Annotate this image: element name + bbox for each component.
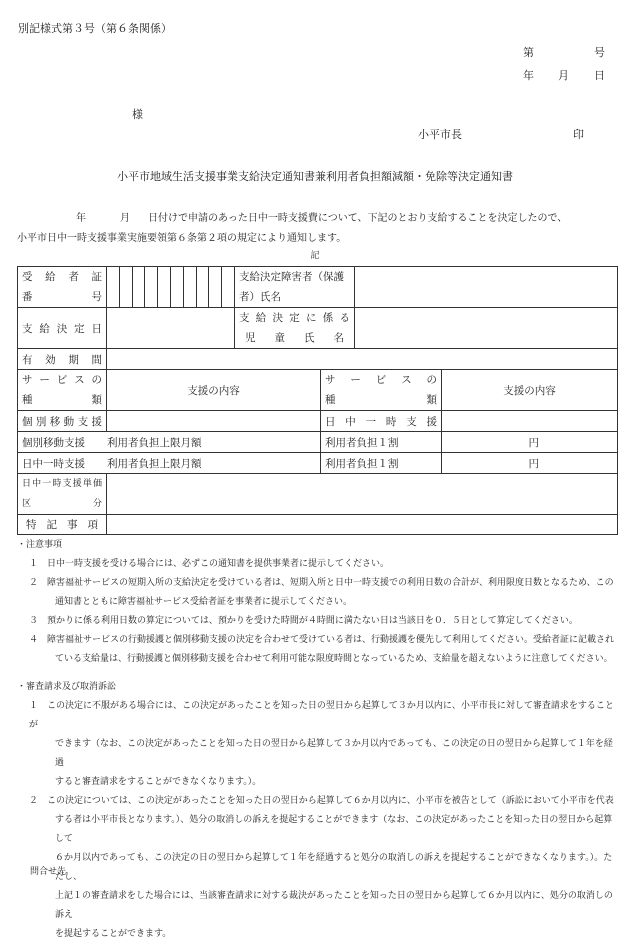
remarks-label (18, 515, 107, 535)
label-char: 支 (77, 415, 89, 428)
recipient-number-label (18, 267, 107, 308)
label-char: 給 (45, 271, 56, 283)
label-char: 移 (49, 415, 61, 428)
daytime-limit-sub: 利用者負担上限月額 (107, 457, 202, 470)
label-char: ビ (56, 374, 68, 386)
label-char: 番 (22, 291, 33, 303)
label-char: 日 (91, 322, 102, 335)
label-char: 児 (245, 332, 256, 344)
body-line1: 日付けで申請のあった日中一時支援費について、下記のとおり支給することを決定したので、 (148, 213, 568, 224)
body-month: 月 (120, 213, 130, 224)
label-char: の (91, 374, 102, 386)
appeal-item: ２ この決定については、この決定があったことを知った日の翌日から起算して６か月以内に、小平市を被告として（訴訟において小平市を代表 (29, 796, 614, 806)
label-char: 効 (45, 353, 56, 366)
daytime-yen: 円 (442, 453, 618, 474)
label-char: 一 (365, 415, 377, 428)
label-char: 特 (26, 519, 37, 531)
label-char: ス (401, 374, 412, 386)
form-number: 別記様式第３号（第６条関係） (18, 22, 172, 35)
label-char: 単 (82, 479, 92, 489)
note-item: ４ 障害福祉サービスの行動援護と個別移動支援の決定を合わせて受けている者は、行動援護を優先して利用してください。受給者証に記載され (29, 635, 615, 645)
label-char: 類 (91, 394, 102, 406)
daytime-limit-label (18, 453, 321, 474)
unit-price-value[interactable] (107, 474, 618, 515)
note-item: ている支給量は、行動援護と個別移動支援を合わせて利用可能な限度時間となっているため、支給量を超えないように注意してください。 (55, 654, 613, 664)
mobility-support-label (18, 411, 107, 432)
valid-period-label (18, 349, 107, 370)
support-content-header-right: 支援の内容 (442, 370, 618, 411)
label-char: の (426, 374, 437, 386)
valid-period-value[interactable] (107, 349, 618, 370)
support-content-header-left: 支援の内容 (107, 370, 321, 411)
person-name-label (235, 267, 355, 308)
label-char: ー (350, 374, 361, 386)
label-char: 時 (52, 479, 62, 489)
label-char: 支 (239, 312, 250, 324)
label-char: 童 (274, 332, 285, 344)
person-label-line1: 支給決定障害者（保護 (239, 271, 344, 283)
daytime-burden-rate: 利用者負担１割 (321, 453, 442, 474)
label-char: 中 (345, 415, 356, 428)
label-char: 動 (63, 415, 75, 428)
body-line2: 小平市日中一時支援事業実施要領第６条第２項の規定により通知します。 (17, 233, 347, 244)
issuer-seal: 印 (573, 128, 584, 141)
label-char: 氏 (304, 332, 315, 344)
child-name-label (235, 308, 355, 349)
label-char: 証 (91, 271, 102, 283)
label-char: 間 (91, 353, 102, 366)
appeal-item: する者は小平市長となります。）、処分の取消しの訴えを提起することができます（なお、この決定があったことを知った日の翌日から起算して (55, 815, 613, 844)
mobility-limit-title: 個別移動支援 (22, 436, 85, 449)
label-char: 受 (22, 271, 33, 283)
label-char: 援 (91, 415, 102, 428)
label-char: 支 (22, 322, 33, 335)
recipient-number-boxes[interactable] (107, 267, 235, 308)
decision-date-label (18, 308, 107, 349)
notes-section (17, 536, 617, 669)
label-char: 項 (87, 519, 98, 531)
label-char: る (339, 312, 350, 324)
label-char: 中 (32, 479, 42, 489)
label-char: 期 (68, 353, 79, 366)
label-char: 有 (22, 353, 33, 366)
note-item: ３ 預かりに係る利用日数の算定については、預かりを受けた時間が４時間に満たない日は当該日を０．５日として算定してください。 (29, 616, 578, 626)
appeal-item: すると審査請求をすることができなくなります。）。 (55, 777, 262, 787)
contact-label: 問合せ先 (30, 867, 67, 877)
label-char: 定 (74, 322, 85, 335)
number-suffix: 号 (594, 46, 605, 59)
label-char: 一 (42, 479, 52, 489)
number-prefix: 第 (523, 46, 534, 59)
mobility-yen: 円 (442, 432, 618, 453)
label-char: 援 (72, 479, 82, 489)
document-title: 小平市地域生活支援事業支給決定通知書兼利用者負担額減額・免除等決定通知書 (117, 170, 513, 183)
appeal-heading: ・審査請求及び取消訴訟 (17, 682, 117, 692)
label-char: 名 (333, 332, 344, 344)
person-name-value[interactable] (355, 267, 618, 308)
mobility-limit-sub: 利用者負担上限月額 (107, 436, 202, 449)
remarks-value[interactable] (107, 515, 618, 535)
service-kind-label-right (321, 370, 442, 411)
issuer-name: 小平市長 (418, 128, 462, 141)
appeal-section (17, 678, 617, 944)
appeal-item: を提起することができます。 (55, 929, 172, 939)
child-name-value[interactable] (355, 308, 618, 349)
daytime-limit-title: 日中一時支援 (22, 457, 85, 470)
label-char: ビ (375, 374, 387, 386)
label-char: 号 (91, 291, 102, 303)
addressee-suffix: 様 (132, 108, 143, 121)
label-char: 価 (92, 479, 102, 489)
label-char: 者 (68, 271, 79, 283)
daytime-support-label (321, 411, 442, 432)
body-year: 年 (76, 213, 86, 224)
appeal-item: １ この決定に不服がある場合には、この決定があったことを知った日の翌日から起算して３か月以内に、小平市長に対して審査請求をすることが (29, 701, 614, 730)
unit-price-label (18, 474, 107, 515)
date-year: 年 (523, 69, 534, 82)
service-kind-label-left (18, 370, 107, 411)
label-char: 支 (62, 479, 72, 489)
label-char: 別 (35, 415, 47, 428)
label-char: ス (74, 374, 85, 386)
label-char: 係 (322, 312, 334, 324)
label-char: 給 (255, 312, 267, 324)
label-char: 事 (67, 519, 78, 531)
label-char: 個 (22, 415, 33, 428)
label-char: 支 (406, 415, 417, 428)
label-char: 決 (56, 322, 68, 335)
label-char: 日 (325, 415, 336, 428)
decision-table (17, 266, 618, 535)
label-char: 時 (385, 415, 397, 428)
appeal-item: 上記１の審査請求をした場合には、当該審査請求に対する裁決があったことを知った日の翌日から起算して６か月以内に、処分の取消しの訴え (55, 891, 613, 920)
label-char: 日 (22, 479, 32, 489)
date-day: 日 (594, 69, 605, 82)
label-char: 援 (426, 415, 437, 428)
label-char: サ (22, 374, 33, 386)
mobility-burden-rate: 利用者負担１割 (321, 432, 442, 453)
label-char: 決 (272, 312, 283, 324)
label-char: サ (325, 374, 336, 386)
label-char: 分 (92, 499, 102, 509)
note-item: 通知書とともに障害福祉サービス受給者証を事業者に提示してください。 (55, 597, 353, 607)
daytime-support-value[interactable] (442, 411, 618, 432)
label-char: 定 (289, 312, 300, 324)
note-item: １ 日中一時支援を受ける場合には、必ずこの通知書を提供事業者に提示してください。 (29, 559, 390, 569)
ki-mark: 記 (310, 251, 320, 261)
label-char: 区 (22, 499, 32, 509)
appeal-item: できます（なお、この決定があったことを知った日の翌日から起算して３か月以内であっても、この決定の日の翌日から起算して１年を経過 (55, 739, 613, 768)
mobility-support-value[interactable] (107, 411, 321, 432)
label-char: 類 (426, 394, 437, 406)
person-label-line2: 者）氏名 (239, 291, 281, 303)
note-item: ２ 障害福祉サービスの短期入所の支給決定を受けている者は、短期入所と日中一時支援での利用日数の合計が、利用限度日数となるため、この (29, 578, 614, 588)
label-char: ー (39, 374, 50, 386)
label-char: 給 (39, 322, 50, 335)
label-char: に (306, 312, 317, 324)
mobility-limit-label (18, 432, 321, 453)
notes-heading: ・注意事項 (17, 540, 63, 550)
decision-date-value[interactable] (107, 308, 235, 349)
label-char: 種 (325, 394, 336, 406)
label-char: 記 (46, 519, 57, 531)
label-char: 種 (22, 394, 33, 406)
appeal-item: ６か月以内であっても、この決定の日の翌日から起算して１年を経過すると処分の取消しの訴えを提起することができなくなります。）。ただし、 (55, 853, 613, 882)
date-month: 月 (558, 69, 569, 82)
